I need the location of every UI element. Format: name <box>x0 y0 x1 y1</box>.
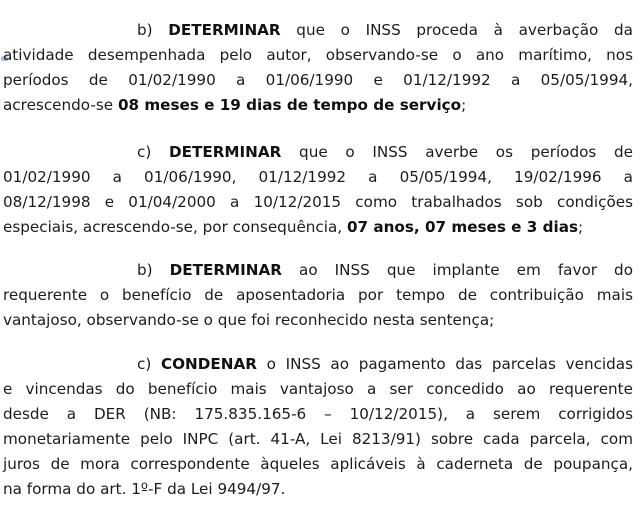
paragraph-line: juros de mora correspondente àqueles aplicáveis à caderneta de poupança, <box>3 455 633 473</box>
paragraph-line: e vincendas do benefício mais vantajoso a ser concedido ao requerente <box>3 380 633 398</box>
paragraph-line: 08/12/1998 e 01/04/2000 a 10/12/2015 como trabalhados sob condições <box>3 193 633 211</box>
keyword-condenar: CONDENAR <box>160 355 257 373</box>
tempo-especial-highlight: 07 anos, 07 meses e 3 dias <box>346 218 578 236</box>
paragraph-line: vantajoso, observando-se o que foi reconhecido nesta sentença; <box>3 311 495 329</box>
paragraph-determinar-averbacao <box>3 18 633 118</box>
keyword-determinar: DETERMINAR <box>168 21 281 39</box>
paragraph-condenar-pagamento <box>3 352 633 502</box>
paragraph-line: atividade desempenhada pelo autor, observando-se o ano marítimo, nos <box>3 46 633 64</box>
paragraph-line: requerente o benefício de aposentadoria por tempo de contribuição mais <box>3 286 633 304</box>
tempo-servico-highlight: 08 meses e 19 dias de tempo de serviço <box>117 96 462 114</box>
paragraph-line: especiais, acrescendo-se, por consequência, 07 anos, 07 meses e 3 dias; <box>3 218 584 236</box>
paragraph-line: b) DETERMINAR que o INSS proceda à averbação da <box>137 21 633 39</box>
paragraph-determinar-implantacao <box>3 258 633 333</box>
paragraph-line: b) DETERMINAR ao INSS que implante em favor do <box>137 261 633 279</box>
paragraph-line: períodos de 01/02/1990 a 01/06/1990 e 01/12/1992 a 05/05/1994, <box>3 71 633 89</box>
paragraph-line: c) CONDENAR o INSS ao pagamento das parcelas vencidas <box>137 355 633 373</box>
paragraph-determinar-periodos-especiais <box>3 140 633 240</box>
paragraph-line: 01/02/1990 a 01/06/1990, 01/12/1992 a 05/05/1994, 19/02/1996 a <box>3 168 633 186</box>
paragraph-line: c) DETERMINAR que o INSS averbe os períodos de <box>137 143 633 161</box>
keyword-determinar: DETERMINAR <box>169 143 282 161</box>
keyword-determinar: DETERMINAR <box>169 261 282 279</box>
paragraph-line: acrescendo-se 08 meses e 19 dias de tempo de serviço; <box>3 96 467 114</box>
paragraph-line: desde a DER (NB: 175.835.165-6 – 10/12/2015), a serem corrigidos <box>3 405 633 423</box>
paragraph-line: monetariamente pelo INPC (art. 41-A, Lei 8213/91) sobre cada parcela, com <box>3 430 633 448</box>
paragraph-line: na forma do art. 1º-F da Lei 9494/97. <box>3 480 286 498</box>
